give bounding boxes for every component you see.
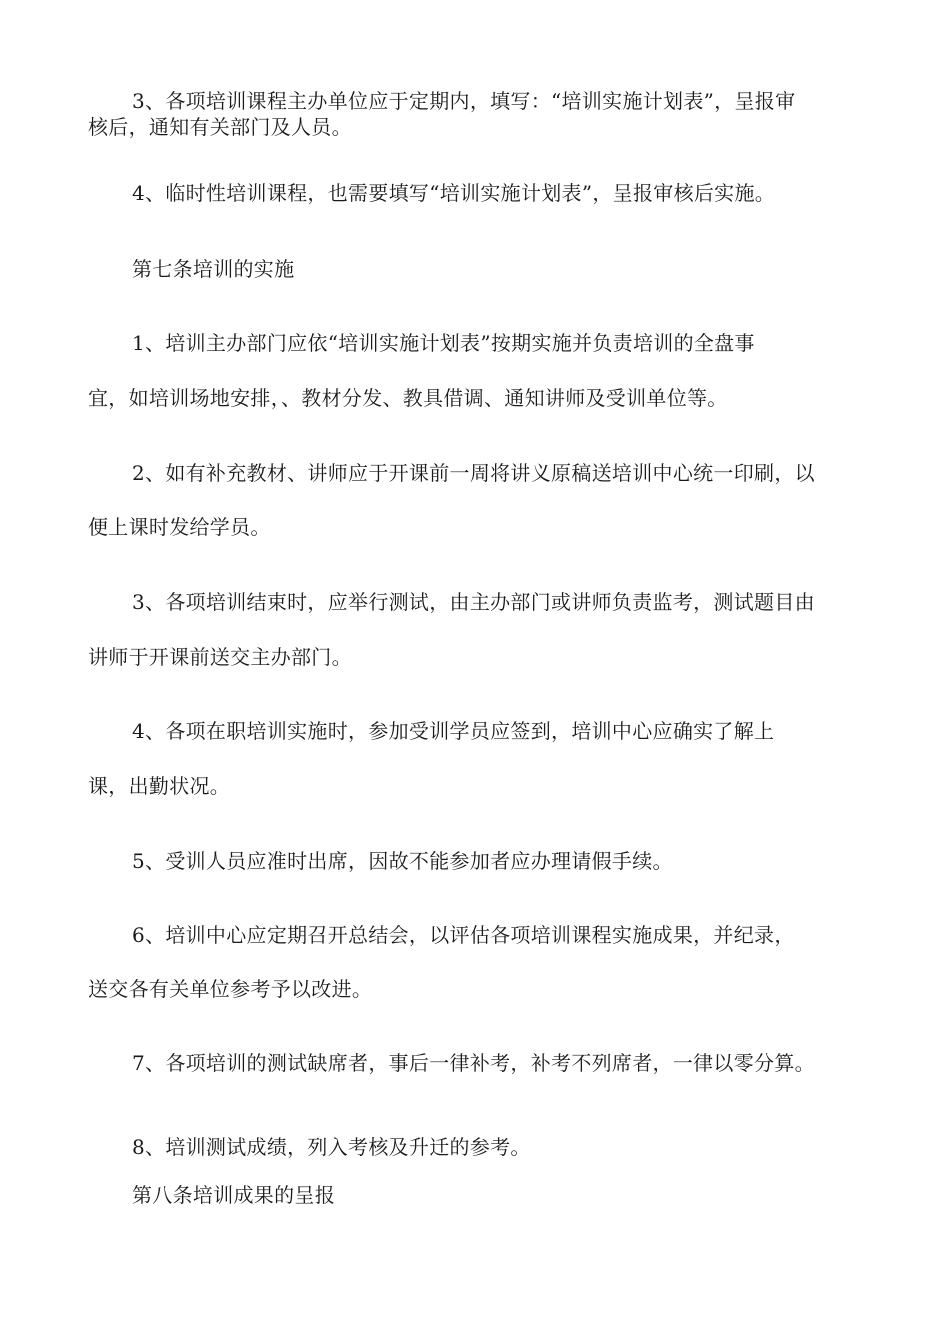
paragraph-line: 7、各项培训的测试缺席者，事后一律补考，补考不列席者，一律以零分算。 <box>132 1051 815 1075</box>
paragraph-line: 3、各项培训结束时，应举行测试，由主办部门或讲师负责监考，测试题目由 <box>132 590 815 614</box>
paragraph-line: 8、培训测试成绩，列入考核及升迁的参考。 <box>132 1135 531 1159</box>
paragraph-line: 讲师于开课前送交主办部门。 <box>88 645 352 669</box>
paragraph-line: 课，出勤状况。 <box>88 774 231 798</box>
paragraph-line: 便上课时发给学员。 <box>88 515 271 539</box>
paragraph-line: 2、如有补充教材、讲师应于开课前一周将讲义原稿送培训中心统一印刷，以 <box>132 461 815 485</box>
paragraph-line: 6、培训中心应定期召开总结会，以评估各项培训课程实施成果，并纪录， <box>132 923 795 947</box>
paragraph-line: 4、临时性培训课程，也需要填写“培训实施计划表”，呈报审核后实施。 <box>132 181 776 205</box>
paragraph-line: 宜，如培训场地安排，、教材分发、教具借调、通知讲师及受训单位等。 <box>88 386 728 410</box>
paragraph-line: 3、各项培训课程主办单位应于定期内，填写：“培训实施计划表”，呈报审 <box>132 89 796 113</box>
paragraph-line: 送交各有关单位参考予以改进。 <box>88 977 373 1001</box>
section-heading: 第七条培训的实施 <box>132 257 295 281</box>
section-heading: 第八条培训成果的呈报 <box>132 1183 335 1207</box>
paragraph-line: 4、各项在职培训实施时，参加受训学员应签到，培训中心应确实了解上 <box>132 719 775 743</box>
paragraph-line: 核后，通知有关部门及人员。 <box>88 115 352 139</box>
paragraph-line: 5、受训人员应准时出席，因故不能参加者应办理请假手续。 <box>132 849 673 873</box>
paragraph-line: 1、培训主办部门应依“培训实施计划表”按期实施并负责培训的全盘事 <box>132 331 755 355</box>
